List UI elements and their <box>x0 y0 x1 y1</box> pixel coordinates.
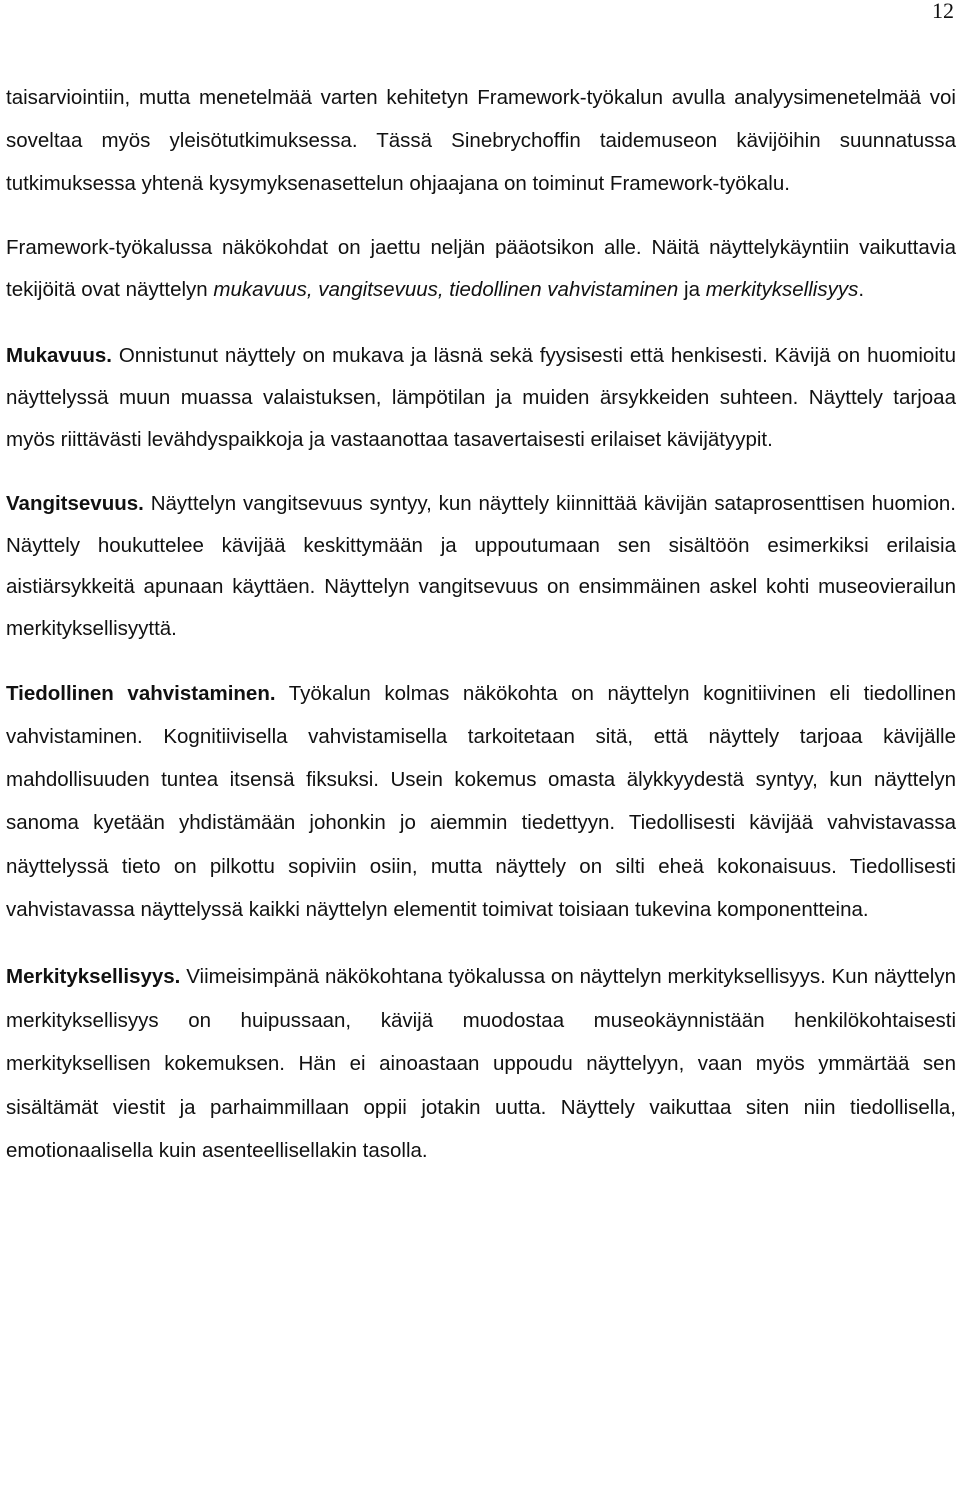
heading-merkityksellisyys: Merkityksellisyys. <box>6 965 181 989</box>
paragraph-tiedollinen-vahvistaminen <box>6 672 956 931</box>
paragraph-mukavuus <box>6 335 956 461</box>
paragraph-merkityksellisyys <box>6 955 956 1173</box>
document-body <box>6 76 956 1173</box>
paragraph-framework-text: Framework-työkalussa näkökohdat on jaettu neljän pääotsikon alle. Näitä näyttelykäyntiin vaikuttavia tekijöitä ovat näyttelyn <box>6 236 956 301</box>
paragraph-framework-end: . <box>858 278 865 301</box>
paragraph-merkityksellisyys-text: Viimeisimpänä näkökohtana työkalussa on näyttelyn merkityksellisyys. Kun näyttelyn merkityksellisyys on huipussaan, kävijä muodostaa museokäynnistään henkilökohtaisesti merkityksellisen kokemuksen. Hän ei ainoastaan uppoudu näyttelyyn, vaan myös ymmärtää sen sisältämät viestit ja parhaimmillaan oppii jotakin uutta. Näyttely vaikuttaa siten niin tiedollisella, emotionaalisella kuin asenteellisellakin tasolla. <box>6 965 956 1163</box>
paragraph-mukavuus-text: Onnistunut näyttely on mukava ja läsnä sekä fyysisesti että henkisesti. Kävijä on huomioitu näyttelyssä muun muassa valaistuksen, lämpötilan ja muiden ärsykkeiden suhteen. Näyttely tarjoaa myös riittävästi levähdyspaikkoja ja vastaanottaa tasavertaisesti erilaiset kävijätyypit. <box>6 344 956 451</box>
paragraph-vangitsevuus-text: Näyttelyn vangitsevuus syntyy, kun näyttely kiinnittää kävijän sataprosenttisen huomion. Näyttely houkuttelee kävijää keskittymään ja uppoutumaan sen sisältöön esimerkiksi erilaisia aistiärsykkeitä apunaan käyttäen. Näyttelyn vangitsevuus on ensimmäinen askel kohti museovierailun merkityksellisyyttä. <box>6 492 956 641</box>
paragraph-vangitsevuus <box>6 483 956 650</box>
heading-mukavuus: Mukavuus. <box>6 344 112 367</box>
heading-tiedollinen-vahvistaminen: Tiedollinen vahvistaminen. <box>6 681 276 705</box>
framework-terms-italic: mukavuus, vangitsevuus, tiedollinen vahvistaminen <box>213 278 679 301</box>
paragraph-intro: taisarviointiin, mutta menetelmää varten kehitetyn Framework-työkalun avulla analyysimenetelmää voi soveltaa myös yleisötutkimuksessa. Tässä Sinebrychoffin taidemuseon kävijöihin suunnatussa tutkimuksessa yhtenä kysymyksenasettelun ohjaajana on toiminut Framework-työkalu. <box>6 86 956 195</box>
page-number: 12 <box>932 0 954 23</box>
paragraph-framework-conjunction: ja <box>678 278 706 301</box>
paragraph-framework <box>6 227 956 311</box>
framework-term-meaningfulness: merkityksellisyys <box>705 278 859 301</box>
heading-vangitsevuus: Vangitsevuus. <box>6 492 144 515</box>
paragraph-tiedollinen-vahvistaminen-text: Työkalun kolmas näkökohta on näyttelyn kognitiivinen eli tiedollinen vahvistaminen. Kognitiivisella vahvistamisella tarkoitetaan sitä, että näyttely tarjoaa kävijälle mahdollisuuden tuntea itsensä fiksuksi. Usein kokemus omasta älykkyydestä syntyy, kun näyttelyn sanoma kyetään yhdistämään johonkin jo aiemmin tiedettyyn. Tiedollisesti kävijää vahvistavassa näyttelyssä tieto on pilkottu sopiviin osiin, mutta näyttely on silti eheä kokonaisuus. Tiedollisesti vahvistavassa näyttelyssä kaikki näyttelyn elementit toimivat toisiaan tukevina komponentteina. <box>6 681 956 921</box>
